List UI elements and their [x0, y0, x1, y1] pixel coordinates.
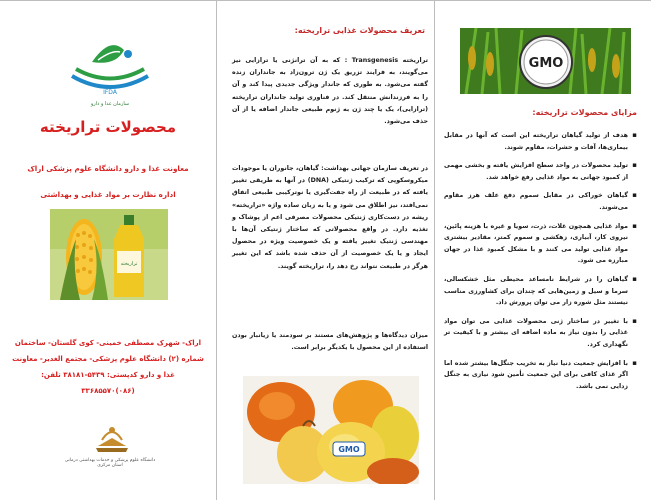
bottle-label: تراریخته	[120, 261, 138, 267]
list-item: ▪ تولید محصولات در واحد سطح افزایش یافته و بخشی مهمی از کمبود جهانی به مواد غذایی رفع خواهد شد.	[444, 160, 637, 183]
university-logo	[92, 418, 132, 458]
advantages-list	[444, 130, 637, 399]
list-item: ▪ هدف از تولید گیاهان تراریخته این است که آنها در مقابل بیماری‌ها، آفات و حشرات، مقاوم شوند.	[444, 130, 637, 153]
corn-oil-photo	[50, 209, 168, 300]
list-item: ▪ گیاهان را در شرایط نامساعد محیطی مثل خشکسالی، سرما و سیل و زمین‌هایی که چندان برای کشاورزی مناسب نیستند مثل شوره زار می توان پرورش داد.	[444, 274, 637, 309]
gmo-corn-photo	[460, 28, 631, 94]
office-name: اداره نظارت بر مواد غذایی و بهداشتی	[40, 190, 176, 199]
address-line: (۰۸۶)۳۳۶۸۵۵۷۰	[81, 387, 135, 395]
address-line: غذا و دارو کدپستی: ۵۴۳۹-۳۸۱۸۱ تلفن:	[41, 371, 175, 379]
column-divider-right	[434, 0, 435, 500]
ifda-logo	[62, 36, 158, 102]
fruit-gmo-badge: GMO	[338, 445, 360, 454]
list-item: ▪ گیاهان خوراکی در مقابل سموم دفع علف هرز مقاوم می‌شوند.	[444, 190, 637, 213]
university-logo-text: دانشگاه علوم پزشکی و خدمات بهداشتی درمانی استان مرکزی	[64, 458, 156, 468]
definition-heading: تعریف محصولات غذایی تراریخته:	[294, 26, 425, 35]
advantages-heading: مزایای محصولات تراریخته:	[532, 108, 637, 117]
list-item: ▪ با افزایش جمعیت دنیا نیاز به تخریب جنگل‌ها بیشتر شده اما اگر غذای کافی برای این جمعیت تأمین شود نیازی به جنگل زدایی نمی باشد.	[444, 358, 637, 393]
list-item: ▪ مواد غذایی همچون غلات، ذرت، سویا و غیره با هزینه پائین، نیروی کار، آبیاری، زهکشی و سموم کمتر، مقادیر بیشتری مواد غذایی تولید می کنند و با مشکل کمبود غذا در جهان مبارزه می شود.	[444, 221, 637, 267]
logo-subtext: سازمان غذا و دارو	[90, 101, 130, 107]
list-item: ▪ با تغییر در ساختار ژنی محصولات غذایی می توان مواد غذایی را بدون نیاز به ماده اضافه ای بیشتر و با کیفیت تر نگهداری کرد.	[444, 316, 637, 351]
address-line: اراک- شهرک مصطفی خمینی- کوی گلستان- ساختمان	[14, 339, 202, 347]
logo-text: IFDA	[103, 89, 117, 96]
contact-address	[10, 335, 206, 399]
gmo-badge: GMO	[528, 56, 564, 71]
gmo-fruits-photo	[243, 376, 419, 484]
definition-paragraph-3: میزان دیدگاه‌ها و پژوهش‌های مستند بر سودمند یا زیانبار بودن استفاده از این محصول با یکدیگر برابر است.	[232, 332, 428, 352]
department-name: معاونت غذا و دارو دانشگاه علوم پزشکی اراک	[27, 164, 189, 173]
column-divider-left	[216, 0, 217, 500]
address-line: شماره (۲) دانشگاه علوم پزشکی- مجتمع الغدیر- معاونت	[12, 355, 204, 363]
brochure-title: محصولات تراریخته	[39, 118, 177, 136]
definition-paragraph-2: در تعریف سازمان جهانی بهداشت: گیاهان، جانوران یا موجودات میکروسکوپی که ترکیب ژنتیکی (DNA) در آنها به طریقی تغییر یافته که در طبیعت از راه جفت‌گیری یا نوترکیبی طبیعی اتفاق نمی‌افتد، نیز اطلاق می شود و یا به زبان ساده واژه «تراریخته» ریشه در دست‌کاری ژنتیکی محصولات مصرفی اعم از پوشاک و تغذیه دارد. در واقع محصولاتی که ساختار ژنتیکی آن‌ها با مهندسی ژنتیک تغییر یافته و یک خصوصیت ویژه در محصول ایجاد و یا یک خصوصیت از آن حذف شده باشد که این تغییر هرگز در طبیعت نتواند رخ دهد را، تراریخته گویند.	[232, 165, 428, 270]
definition-paragraph-1: تراریخته Transgenesis : که به آن ترانژنی یا ترازایی نیز می‌گویند، به فرایند تزریق یک ژن ترون‌زاد به جانداران زنده گفته می‌شود. به طوری که جاندار ویژگی جدیدی پیدا کند و آن را به فرزندانش منتقل کند. در فناوری تولید جانداران تراریخته (ترازایی)، یک یا چند ژن به ژنوم طبیعی جاندار اضافه یا از آن حذف می‌شود.	[232, 57, 428, 126]
